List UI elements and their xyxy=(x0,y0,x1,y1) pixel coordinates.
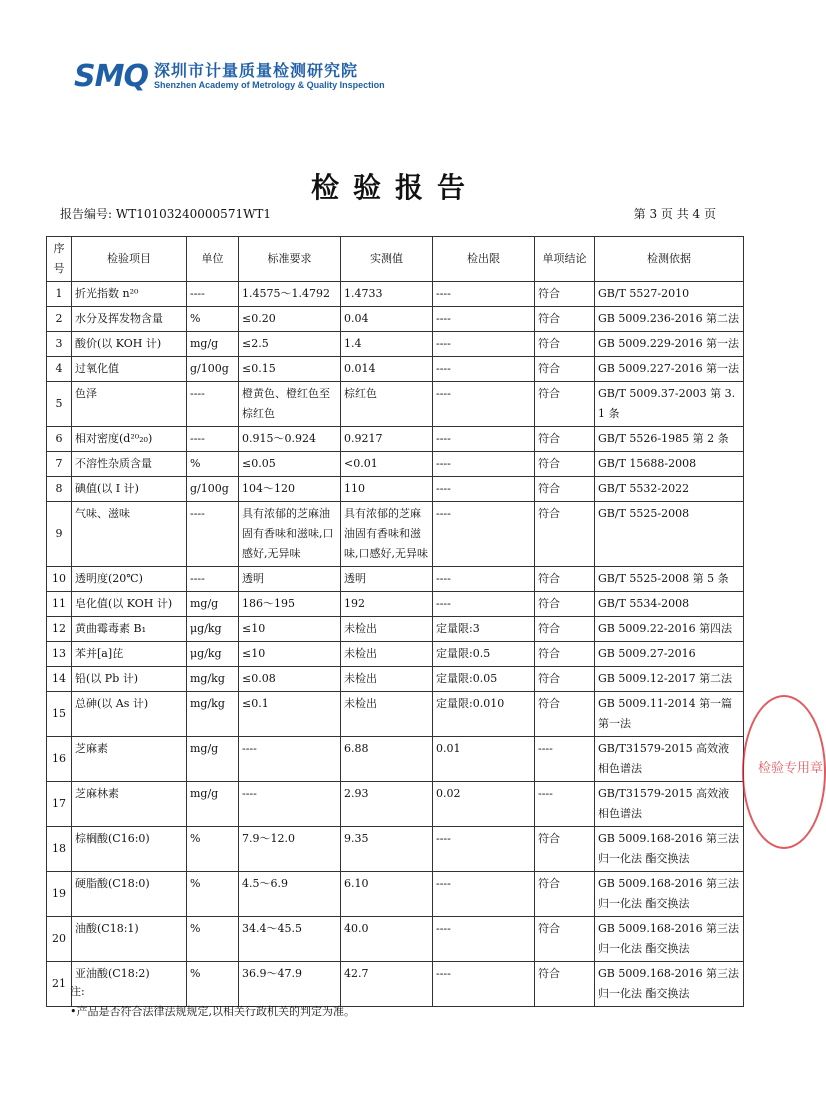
table-cell: 10 xyxy=(47,567,72,592)
table-cell: GB/T 5525-2008 第 5 条 xyxy=(595,567,744,592)
table-cell: 2 xyxy=(47,307,72,332)
table-row xyxy=(47,502,744,567)
table-cell: ---- xyxy=(433,427,535,452)
table-cell: 5 xyxy=(47,382,72,427)
table-cell: 18 xyxy=(47,827,72,872)
table-cell: 符合 xyxy=(535,962,595,1007)
table-cell: 油酸(C18:1) xyxy=(72,917,187,962)
table-cell: 6.10 xyxy=(341,872,433,917)
table-cell: GB 5009.227-2016 第一法 xyxy=(595,357,744,382)
table-row xyxy=(47,737,744,782)
table-cell: GB/T 15688-2008 xyxy=(595,452,744,477)
table-cell: 符合 xyxy=(535,567,595,592)
logo-chinese-name: 深圳市计量质量检测研究院 xyxy=(153,60,358,80)
table-cell: 19 xyxy=(47,872,72,917)
table-cell: ≤10 xyxy=(239,617,341,642)
table-cell: 气味、滋味 xyxy=(72,502,187,567)
table-cell: ≤0.15 xyxy=(239,357,341,382)
table-cell: 符合 xyxy=(535,282,595,307)
table-cell: GB 5009.236-2016 第二法 xyxy=(595,307,744,332)
table-cell: g/100g xyxy=(187,357,239,382)
table-row xyxy=(47,382,744,427)
table-cell: GB 5009.12-2017 第二法 xyxy=(595,667,744,692)
table-row xyxy=(47,567,744,592)
table-cell: 符合 xyxy=(535,872,595,917)
page-number: 第 3 页 共 4 页 xyxy=(633,207,716,221)
table-cell: ---- xyxy=(433,567,535,592)
table-cell: 透明 xyxy=(341,567,433,592)
table-cell: 8 xyxy=(47,477,72,502)
table-cell: 104～120 xyxy=(239,477,341,502)
table-cell: 36.9～47.9 xyxy=(239,962,341,1007)
table-cell: GB/T31579-2015 高效液相色谱法 xyxy=(595,782,744,827)
table-cell: 色泽 xyxy=(72,382,187,427)
column-header: 实测值 xyxy=(341,237,433,282)
table-cell: GB/T 5526-1985 第 2 条 xyxy=(595,427,744,452)
table-cell: ---- xyxy=(433,452,535,477)
table-cell: 9.35 xyxy=(341,827,433,872)
notes-line: •产品是否符合法律法规规定,以相关行政机关的判定为准。 xyxy=(70,1005,355,1018)
table-cell: 折光指数 n²⁰ xyxy=(72,282,187,307)
table-cell: 皂化值(以 KOH 计) xyxy=(72,592,187,617)
table-cell: 1.4575～1.4792 xyxy=(239,282,341,307)
official-seal-stamp xyxy=(742,695,826,849)
table-cell: 42.7 xyxy=(341,962,433,1007)
table-row xyxy=(47,642,744,667)
column-header: 单位 xyxy=(187,237,239,282)
table-cell: GB/T 5534-2008 xyxy=(595,592,744,617)
table-cell: ---- xyxy=(187,567,239,592)
table-cell: 符合 xyxy=(535,667,595,692)
table-cell: 192 xyxy=(341,592,433,617)
table-cell: ---- xyxy=(187,282,239,307)
table-row xyxy=(47,872,744,917)
table-cell: ---- xyxy=(239,737,341,782)
table-cell: 7 xyxy=(47,452,72,477)
table-cell: ---- xyxy=(433,332,535,357)
table-cell: 符合 xyxy=(535,502,595,567)
table-cell: 2.93 xyxy=(341,782,433,827)
table-cell: GB 5009.168-2016 第三法 归一化法 酯交换法 xyxy=(595,827,744,872)
table-cell: ---- xyxy=(433,307,535,332)
table-cell: 4.5～6.9 xyxy=(239,872,341,917)
table-cell: 符合 xyxy=(535,592,595,617)
table-cell: mg/g xyxy=(187,782,239,827)
table-header-row xyxy=(47,237,744,282)
table-cell: 定量限:0.010 xyxy=(433,692,535,737)
table-cell: 符合 xyxy=(535,642,595,667)
table-cell: mg/kg xyxy=(187,692,239,737)
column-header: 检出限 xyxy=(433,237,535,282)
table-cell: ---- xyxy=(535,737,595,782)
table-cell: % xyxy=(187,827,239,872)
table-row xyxy=(47,357,744,382)
table-cell: 碘值(以 I 计) xyxy=(72,477,187,502)
column-header: 检测依据 xyxy=(595,237,744,282)
table-cell: mg/g xyxy=(187,592,239,617)
table-cell: 1 xyxy=(47,282,72,307)
table-cell: 0.014 xyxy=(341,357,433,382)
table-cell: ≤0.08 xyxy=(239,667,341,692)
table-cell: % xyxy=(187,962,239,1007)
table-cell: 符合 xyxy=(535,477,595,502)
table-row xyxy=(47,917,744,962)
table-cell: 橙黄色、橙红色至棕红色 xyxy=(239,382,341,427)
inspection-results-table xyxy=(46,236,744,1007)
table-cell: 16 xyxy=(47,737,72,782)
table-cell: 0.01 xyxy=(433,737,535,782)
table-cell: 具有浓郁的芝麻油固有香味和滋味,口感好,无异味 xyxy=(239,502,341,567)
table-cell: ≤0.1 xyxy=(239,692,341,737)
table-cell: % xyxy=(187,917,239,962)
table-cell: ---- xyxy=(187,502,239,567)
table-cell: 未检出 xyxy=(341,642,433,667)
table-cell: GB 5009.168-2016 第三法 归一化法 酯交换法 xyxy=(595,962,744,1007)
table-cell: ---- xyxy=(535,782,595,827)
table-row xyxy=(47,332,744,357)
table-cell: GB 5009.229-2016 第一法 xyxy=(595,332,744,357)
table-cell: 定量限:0.05 xyxy=(433,667,535,692)
stamp-text: 检验专用章 xyxy=(758,761,824,776)
table-cell: 黄曲霉毒素 B₁ xyxy=(72,617,187,642)
table-cell: 21 xyxy=(47,962,72,1007)
table-cell: 0.915～0.924 xyxy=(239,427,341,452)
column-header: 单项结论 xyxy=(535,237,595,282)
table-cell: 芝麻林素 xyxy=(72,782,187,827)
table-cell: 符合 xyxy=(535,357,595,382)
table-cell: 透明 xyxy=(239,567,341,592)
table-cell: 透明度(20℃) xyxy=(72,567,187,592)
table-cell: 符合 xyxy=(535,827,595,872)
table-row xyxy=(47,617,744,642)
table-row xyxy=(47,592,744,617)
table-cell: ≤10 xyxy=(239,642,341,667)
table-cell: 定量限:0.5 xyxy=(433,642,535,667)
table-cell: GB/T31579-2015 高效液相色谱法 xyxy=(595,737,744,782)
table-row xyxy=(47,427,744,452)
table-cell: 棕榈酸(C16:0) xyxy=(72,827,187,872)
table-cell: 未检出 xyxy=(341,617,433,642)
table-cell: 符合 xyxy=(535,917,595,962)
table-cell: 0.9217 xyxy=(341,427,433,452)
table-cell: 34.4～45.5 xyxy=(239,917,341,962)
table-cell: 6 xyxy=(47,427,72,452)
table-cell: ≤2.5 xyxy=(239,332,341,357)
institution-logo xyxy=(74,58,385,94)
table-cell: GB 5009.11-2014 第一篇 第一法 xyxy=(595,692,744,737)
table-cell: 酸价(以 KOH 计) xyxy=(72,332,187,357)
table-cell: 不溶性杂质含量 xyxy=(72,452,187,477)
table-cell: % xyxy=(187,872,239,917)
table-cell: GB/T 5525-2008 xyxy=(595,502,744,567)
table-cell: 4 xyxy=(47,357,72,382)
table-cell: 总砷(以 As 计) xyxy=(72,692,187,737)
table-cell: 0.04 xyxy=(341,307,433,332)
table-cell: ---- xyxy=(433,502,535,567)
table-cell: 符合 xyxy=(535,382,595,427)
table-cell: GB 5009.168-2016 第三法 归一化法 酯交换法 xyxy=(595,917,744,962)
table-row xyxy=(47,477,744,502)
table-cell: 具有浓郁的芝麻油固有香味和滋味,口感好,无异味 xyxy=(341,502,433,567)
table-cell: 棕红色 xyxy=(341,382,433,427)
table-cell: 11 xyxy=(47,592,72,617)
table-cell: 3 xyxy=(47,332,72,357)
table-cell: ≤0.05 xyxy=(239,452,341,477)
table-cell: 芝麻素 xyxy=(72,737,187,782)
notes xyxy=(70,982,355,1022)
table-cell: 13 xyxy=(47,642,72,667)
table-cell: mg/g xyxy=(187,332,239,357)
table-cell: 符合 xyxy=(535,617,595,642)
table-cell: ---- xyxy=(187,382,239,427)
table-cell: 符合 xyxy=(535,427,595,452)
table-cell: 硬脂酸(C18:0) xyxy=(72,872,187,917)
table-cell: 符合 xyxy=(535,692,595,737)
report-title: 检验报告 xyxy=(310,171,479,204)
table-cell: ---- xyxy=(433,477,535,502)
table-cell: % xyxy=(187,307,239,332)
column-header: 标准要求 xyxy=(239,237,341,282)
table-cell: ---- xyxy=(433,382,535,427)
table-cell: μg/kg xyxy=(187,642,239,667)
table-cell: ---- xyxy=(433,282,535,307)
table-row xyxy=(47,282,744,307)
table-cell: 20 xyxy=(47,917,72,962)
table-cell: ---- xyxy=(433,827,535,872)
table-cell: 定量限:3 xyxy=(433,617,535,642)
table-cell: 1.4 xyxy=(341,332,433,357)
column-header: 检验项目 xyxy=(72,237,187,282)
table-cell: ≤0.20 xyxy=(239,307,341,332)
table-cell: 符合 xyxy=(535,307,595,332)
table-cell: ---- xyxy=(433,357,535,382)
table-cell: 铅(以 Pb 计) xyxy=(72,667,187,692)
table-row xyxy=(47,827,744,872)
table-cell: % xyxy=(187,452,239,477)
notes-label: 注: xyxy=(70,985,85,998)
table-cell: 186～195 xyxy=(239,592,341,617)
table-row xyxy=(47,667,744,692)
table-cell: μg/kg xyxy=(187,617,239,642)
table-cell: 6.88 xyxy=(341,737,433,782)
table-cell: ---- xyxy=(239,782,341,827)
table-cell: 17 xyxy=(47,782,72,827)
table-cell: 未检出 xyxy=(341,692,433,737)
table-cell: 水分及挥发物含量 xyxy=(72,307,187,332)
table-cell: GB/T 5009.37-2003 第 3.1 条 xyxy=(595,382,744,427)
table-cell: 110 xyxy=(341,477,433,502)
table-cell: 0.02 xyxy=(433,782,535,827)
table-cell: ---- xyxy=(187,427,239,452)
table-cell: 40.0 xyxy=(341,917,433,962)
table-cell: mg/g xyxy=(187,737,239,782)
table-cell: GB/T 5532-2022 xyxy=(595,477,744,502)
report-number: 报告编号: WT10103240000571WT1 xyxy=(60,207,272,221)
table-row xyxy=(47,452,744,477)
table-cell: 相对密度(d²⁰₂₀) xyxy=(72,427,187,452)
logo-mark: SMQ xyxy=(74,58,148,94)
table-cell: ---- xyxy=(433,917,535,962)
table-cell: g/100g xyxy=(187,477,239,502)
table-cell: GB 5009.168-2016 第三法 归一化法 酯交换法 xyxy=(595,872,744,917)
table-cell: ---- xyxy=(433,962,535,1007)
table-cell: 符合 xyxy=(535,452,595,477)
table-cell: 符合 xyxy=(535,332,595,357)
table-cell: mg/kg xyxy=(187,667,239,692)
table-cell: ---- xyxy=(433,872,535,917)
table-cell: 9 xyxy=(47,502,72,567)
table-cell: 苯并[a]芘 xyxy=(72,642,187,667)
table-cell: <0.01 xyxy=(341,452,433,477)
table-cell: ---- xyxy=(433,592,535,617)
column-header: 序号 xyxy=(47,237,72,282)
table-cell: GB 5009.22-2016 第四法 xyxy=(595,617,744,642)
table-cell: 12 xyxy=(47,617,72,642)
table-row xyxy=(47,307,744,332)
table-cell: 过氧化值 xyxy=(72,357,187,382)
table-cell: 1.4733 xyxy=(341,282,433,307)
table-row xyxy=(47,782,744,827)
table-cell: 7.9～12.0 xyxy=(239,827,341,872)
table-cell: GB 5009.27-2016 xyxy=(595,642,744,667)
table-row xyxy=(47,692,744,737)
table-cell: 未检出 xyxy=(341,667,433,692)
table-cell: 14 xyxy=(47,667,72,692)
table-cell: 15 xyxy=(47,692,72,737)
logo-english-name: Shenzhen Academy of Metrology & Quality Inspection xyxy=(153,79,385,90)
table-cell: 亚油酸(C18:2) xyxy=(72,962,187,1007)
table-cell: GB/T 5527-2010 xyxy=(595,282,744,307)
